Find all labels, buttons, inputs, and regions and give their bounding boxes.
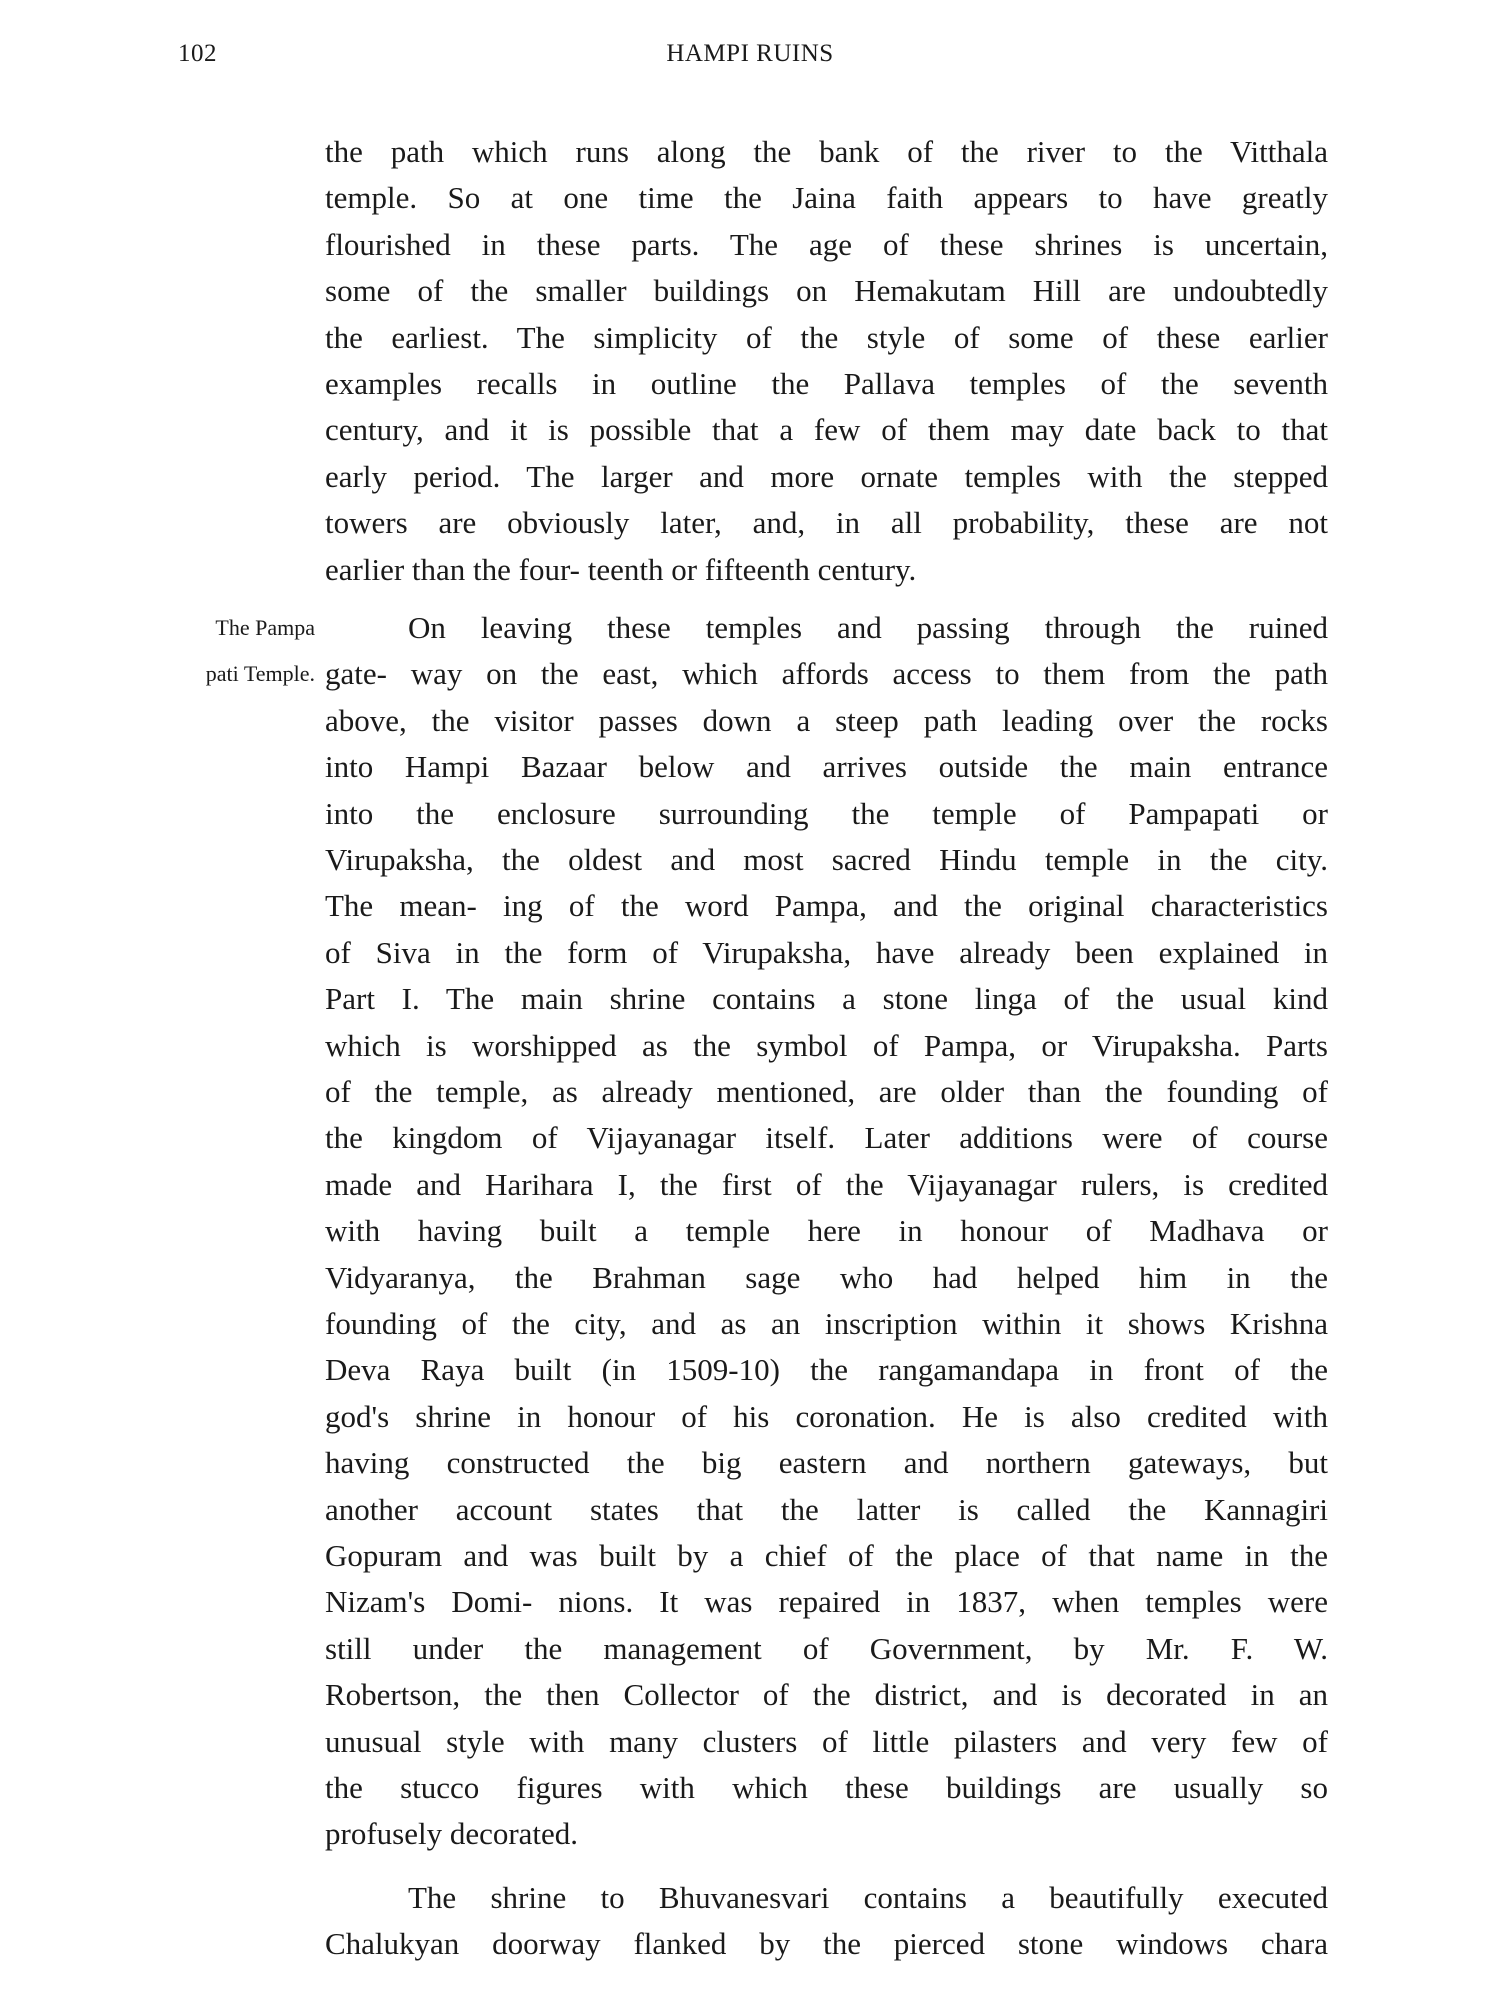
- text-line: having constructed the big eastern and northern gateways, but: [325, 1445, 1328, 1481]
- text-line: the kingdom of Vijayanagar itself. Later additions were of course: [325, 1120, 1328, 1156]
- text-line: Nizam's Domi- nions. It was repaired in 1837, when temples were: [325, 1584, 1328, 1620]
- text-line: the path which runs along the bank of the river to the Vitthala: [325, 134, 1328, 169]
- text-line: the earliest. The simplicity of the style of some of these earlier: [325, 319, 1328, 355]
- text-line: examples recalls in outline the Pallava temples of the seventh: [325, 366, 1328, 401]
- text-line: into Hampi Bazaar below and arrives outside the main entrance: [325, 749, 1328, 785]
- text-line: god's shrine in honour of his coronation. He is also credited with: [325, 1398, 1328, 1434]
- text-line: into the enclosure surrounding the temple of Pampapati or: [325, 795, 1328, 831]
- text-line: On leaving these temples and passing through the ruined: [408, 610, 1328, 645]
- text-line: some of the smaller buildings on Hemakutam Hill are undoubtedly: [325, 273, 1328, 309]
- text-line: Gopuram and was built by a chief of the place of that name in the: [325, 1538, 1328, 1573]
- text-line: with having built a temple here in honour of Madhava or: [325, 1213, 1328, 1249]
- text-line: above, the visitor passes down a steep path leading over the rocks: [325, 702, 1328, 738]
- text-line: gate- way on the east, which affords access to them from the path: [325, 656, 1328, 692]
- text-line: Vidyaranya, the Brahman sage who had helped him in the: [325, 1259, 1328, 1295]
- text-line: made and Harihara I, the first of the Vijayanagar rulers, is credited: [325, 1166, 1328, 1202]
- text-line: the stucco figures with which these buildings are usually so: [325, 1770, 1328, 1805]
- text-line: early period. The larger and more ornate temples with the stepped: [325, 458, 1328, 494]
- text-line: The shrine to Bhuvanesvari contains a beautifully executed: [408, 1880, 1328, 1915]
- text-line: Part I. The main shrine contains a stone linga of the usual kind: [325, 981, 1328, 1017]
- text-line: earlier than the four- teenth or fifteenth century.: [325, 551, 917, 587]
- text-line: founding of the city, and as an inscription within it shows Krishna: [325, 1306, 1328, 1341]
- margin-note-line: The Pampa: [215, 615, 315, 640]
- text-line: Robertson, the then Collector of the district, and is decorated in an: [325, 1677, 1328, 1713]
- text-line: profusely decorated.: [325, 1816, 579, 1852]
- running-title: HAMPI RUINS: [666, 40, 834, 67]
- text-line: Deva Raya built (in 1509-10) the rangamandapa in front of the: [325, 1352, 1328, 1388]
- text-line: of the temple, as already mentioned, are older than the founding of: [325, 1074, 1328, 1109]
- text-line: of Siva in the form of Virupaksha, have already been explained in: [325, 934, 1328, 970]
- text-line: flourished in these parts. The age of these shrines is uncertain,: [325, 226, 1328, 262]
- text-line: The mean- ing of the word Pampa, and the original characteristics: [325, 888, 1328, 924]
- text-line: temple. So at one time the Jaina faith appears to have greatly: [325, 180, 1328, 216]
- text-line: another account states that the latter is called the Kannagiri: [325, 1491, 1328, 1527]
- page-number: 102: [178, 40, 217, 67]
- text-line: towers are obviously later, and, in all probability, these are not: [325, 505, 1328, 541]
- margin-note-line: pati Temple.: [205, 661, 315, 687]
- text-line: Virupaksha, the oldest and most sacred Hindu temple in the city.: [325, 842, 1328, 877]
- text-line: still under the management of Government, by Mr. F. W.: [325, 1630, 1328, 1666]
- text-line: unusual style with many clusters of little pilasters and very few of: [325, 1723, 1328, 1759]
- text-line: Chalukyan doorway flanked by the pierced stone windows chara: [325, 1926, 1328, 1962]
- text-line: which is worshipped as the symbol of Pampa, or Virupaksha. Parts: [325, 1027, 1328, 1063]
- text-line: century, and it is possible that a few of them may date back to that: [325, 412, 1328, 448]
